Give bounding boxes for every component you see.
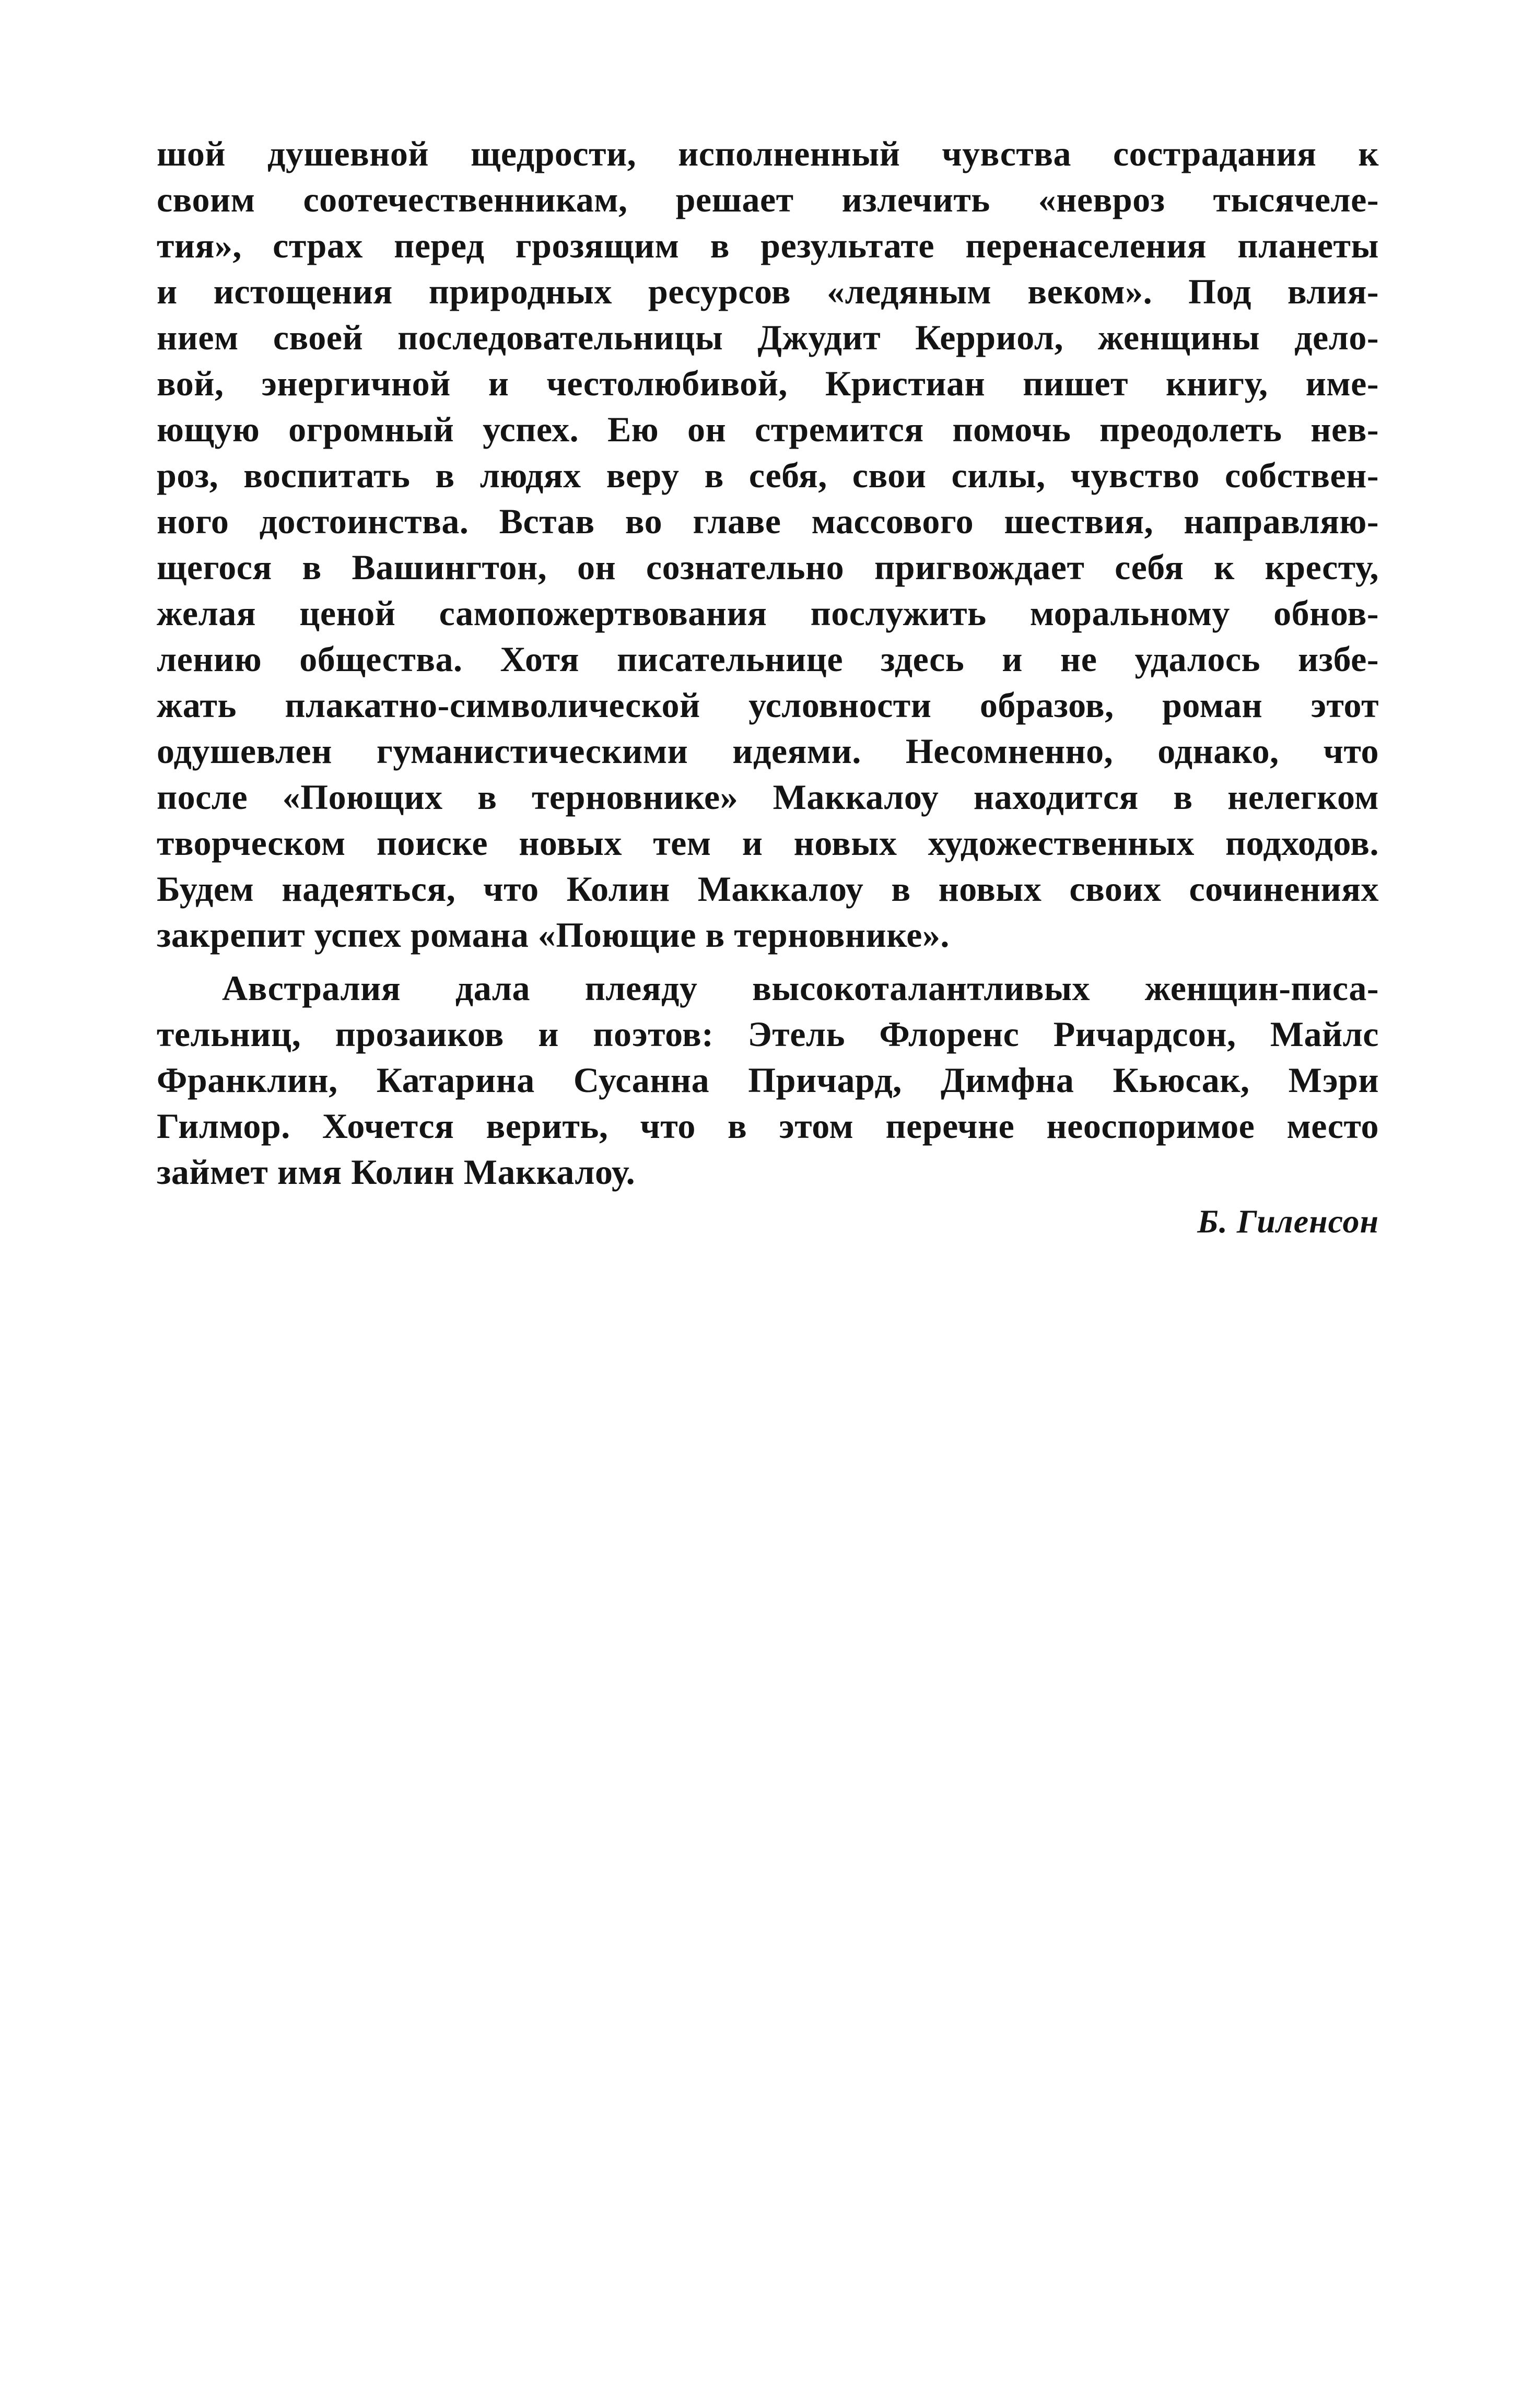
text-line: творческом поиске новых тем и новых художественных подходов. (157, 823, 1379, 863)
text-line: закрепит успех романа «Поющие в терновнике». (157, 915, 950, 955)
author-signature: Б. Гиленсон (1197, 1203, 1379, 1240)
text-line: роз, воспитать в людях веру в себя, свои силы, чувство собствен- (157, 455, 1379, 495)
text-line: займет имя Колин Маккалоу. (157, 1152, 636, 1192)
text-line: лению общества. Хотя писательнице здесь и не удалось избе- (157, 639, 1379, 679)
text-line: одушевлен гуманистическими идеями. Несомненно, однако, что (157, 731, 1379, 771)
text-line: щегося в Вашингтон, он сознательно пригвождает себя к кресту, (157, 547, 1379, 587)
text-line: желая ценой самопожертвования послужить моральному обнов- (157, 593, 1379, 633)
text-line: после «Поющих в терновнике» Маккалоу находится в нелегком (157, 777, 1379, 817)
paragraph-2 (157, 965, 1379, 1195)
page-text (157, 131, 1379, 1245)
text-line: Франклин, Катарина Сусанна Причард, Димфна Кьюсак, Мэри (157, 1060, 1379, 1100)
text-line: Австралия дала плеяду высокоталантливых женщин-писа- (222, 968, 1379, 1008)
paragraph-1 (157, 131, 1379, 958)
text-line: вой, энергичной и честолюбивой, Кристиан пишет книгу, име- (157, 363, 1379, 403)
text-line: и истощения природных ресурсов «ледяным веком». Под влия- (157, 272, 1379, 311)
text-line: ющую огромный успех. Ею он стремится помочь преодолеть нев- (157, 409, 1379, 449)
text-line: шой душевной щедрости, исполненный чувства сострадания к (157, 134, 1379, 173)
text-line: тельниц, прозаиков и поэтов: Этель Флоренс Ричардсон, Майлс (157, 1014, 1379, 1054)
text-line: жать плакатно-символической условности образов, роман этот (157, 685, 1379, 725)
text-line: нием своей последовательницы Джудит Керриол, женщины дело- (157, 318, 1379, 357)
text-line: Гилмор. Хочется верить, что в этом перечне неоспоримое место (157, 1106, 1379, 1146)
paragraph-gap (157, 958, 1379, 965)
text-line: Будем надеяться, что Колин Маккалоу в новых своих сочинениях (157, 869, 1379, 909)
text-line: тия», страх перед грозящим в результате перенаселения планеты (157, 226, 1379, 265)
text-line: своим соотечественникам, решает излечить «невроз тысячеле- (157, 180, 1379, 219)
text-line: ного достоинства. Встав во главе массового шествия, направляю- (157, 501, 1379, 541)
